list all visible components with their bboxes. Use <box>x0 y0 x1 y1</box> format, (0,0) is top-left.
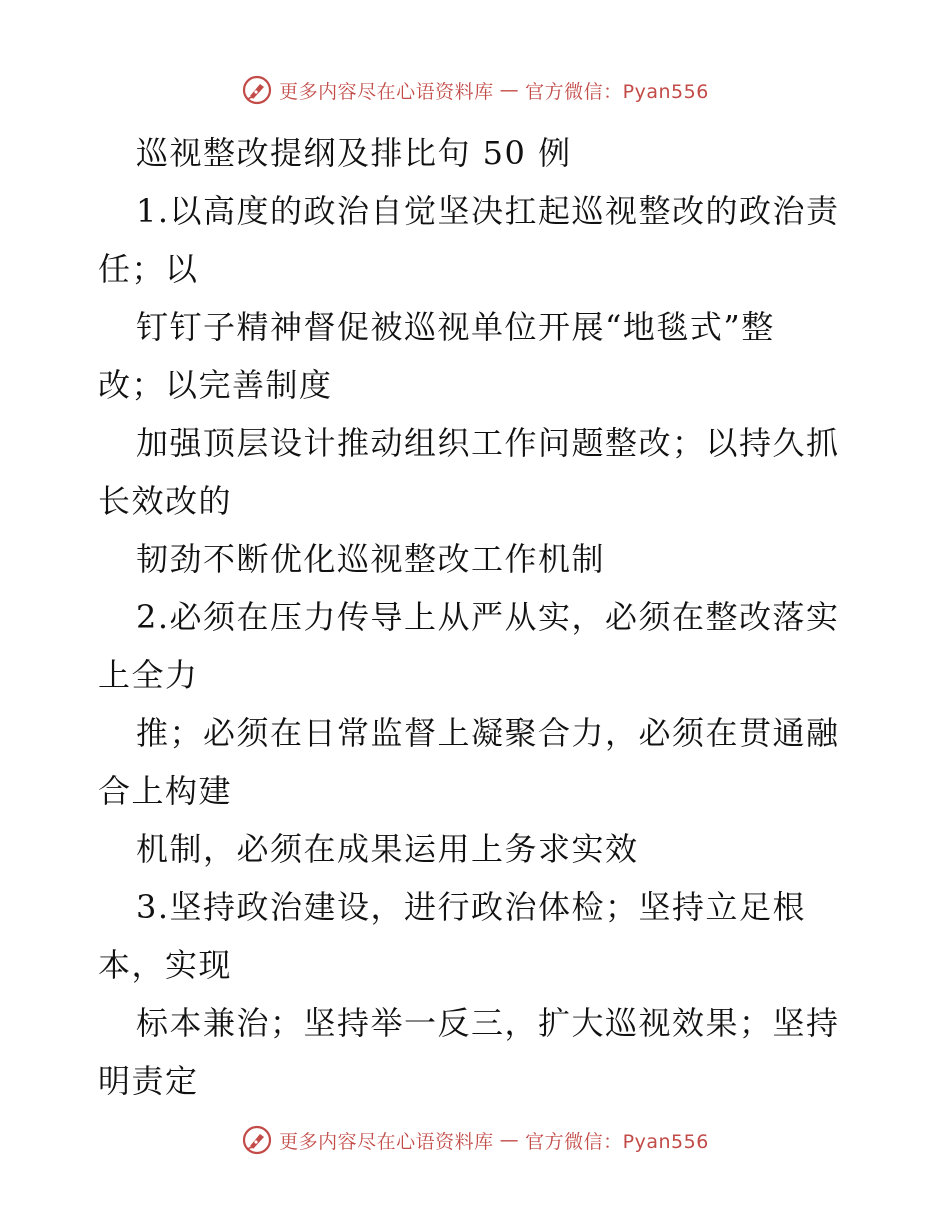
text-line: 长效改的 <box>98 482 233 520</box>
watermark-dash: — <box>499 79 520 101</box>
footer-watermark <box>0 1124 950 1156</box>
text-line: 1.以高度的政治自觉坚决扛起巡视整改的政治责 <box>136 192 840 230</box>
document-title: 巡视整改提纲及排比句 50 例 <box>136 134 572 172</box>
text-line: 3.坚持政治建设，进行政治体检；坚持立足根 <box>136 888 807 926</box>
text-line: 标本兼治；坚持举一反三，扩大巡视效果；坚持 <box>136 1004 840 1042</box>
text-line: 任；以 <box>98 250 199 288</box>
document-body <box>98 124 868 1110</box>
pen-nib-logo-icon <box>241 1124 273 1156</box>
text-line: 韧劲不断优化巡视整改工作机制 <box>136 540 606 578</box>
watermark-wechat: 官方微信：Pyan556 <box>525 1130 709 1153</box>
text-line: 机制，必须在成果运用上务求实效 <box>136 830 639 868</box>
pen-nib-logo-icon <box>241 74 273 106</box>
watermark-dash: — <box>499 1129 520 1151</box>
text-line: 推；必须在日常监督上凝聚合力，必须在贯通融 <box>136 714 840 752</box>
text-line: 上全力 <box>98 656 199 694</box>
text-line: 加强顶层设计推动组织工作问题整改；以持久抓 <box>136 424 840 462</box>
text-line: 钉钉子精神督促被巡视单位开展“地毯式”整 <box>136 308 775 346</box>
text-line: 改；以完善制度 <box>98 366 333 404</box>
text-line: 合上构建 <box>98 772 233 810</box>
text-line: 明责定 <box>98 1062 199 1100</box>
text-line: 2.必须在压力传导上从严从实，必须在整改落实 <box>136 598 840 636</box>
watermark-wechat: 官方微信：Pyan556 <box>525 80 709 103</box>
text-line: 本，实现 <box>98 946 233 984</box>
watermark-title: 更多内容尽在心语资料库 <box>279 80 494 103</box>
header-watermark <box>0 74 950 106</box>
watermark-title: 更多内容尽在心语资料库 <box>279 1130 494 1153</box>
